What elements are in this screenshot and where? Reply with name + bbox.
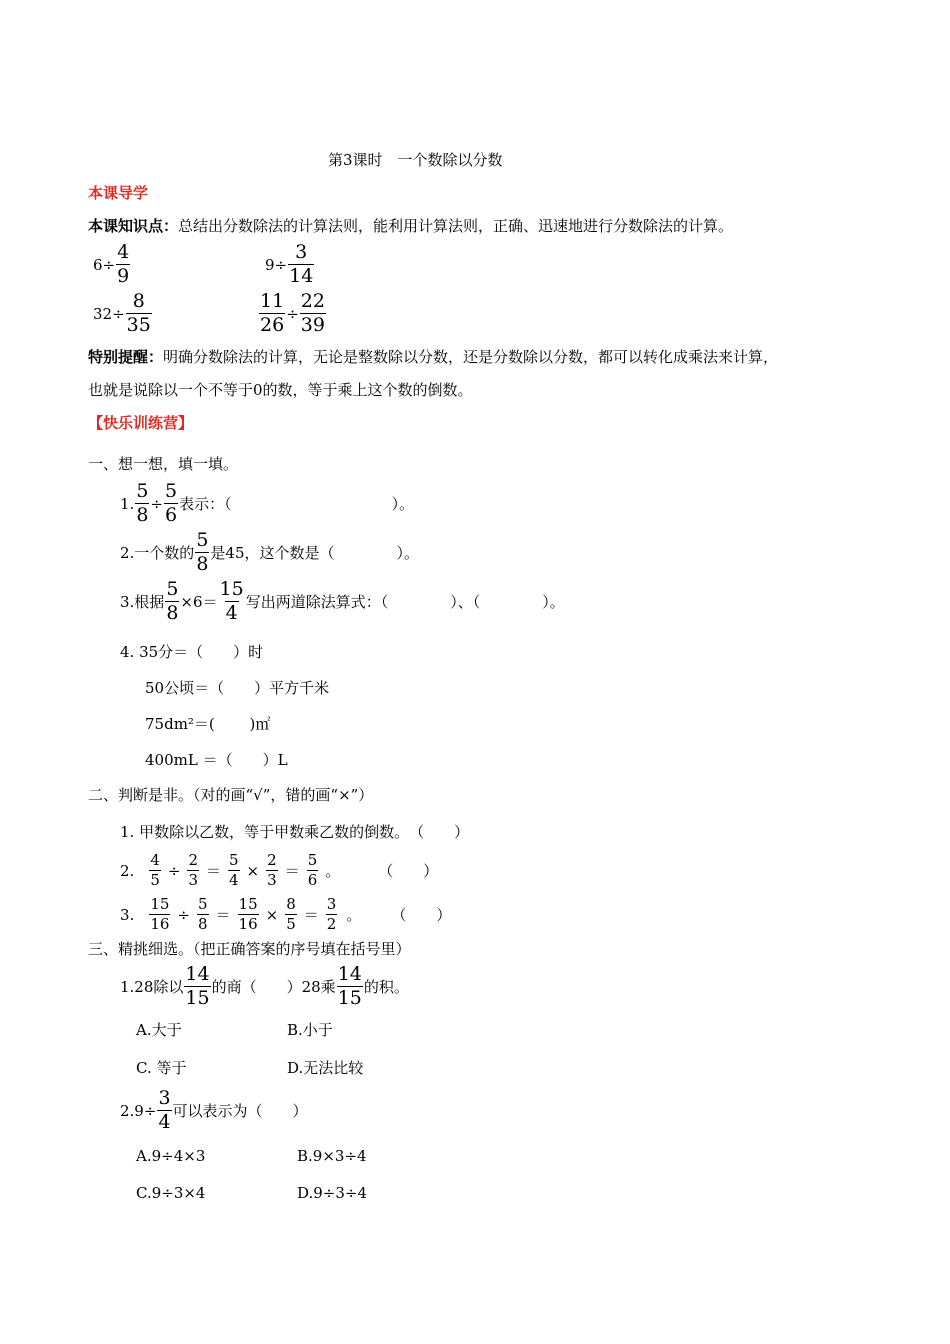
reminder-line-2: 也就是说除以一个不等于0的数，等于乘上这个数的倒数。: [88, 381, 473, 399]
section3-heading: 三、精挑细选。（把正确答案的序号填在括号里）: [88, 940, 411, 958]
s2-q1: 1. 甲数除以乙数，等于甲数乘乙数的倒数。 （ ）: [120, 823, 470, 841]
s1-q3: 3.根据 $\frac{5}{8}$ ×6＝ $\frac{15}{4}$ 写出两道除法算式：（ ）、（ ）。: [120, 578, 565, 624]
fraction: $\frac{3}{4}$: [158, 1087, 171, 1133]
fraction: $\frac{3}{14}$: [289, 241, 314, 287]
s1-q1: 1. $\frac{5}{8}$ ÷ $\frac{5}{6}$ 表示：（ ）。: [120, 480, 415, 526]
s3-q1: 1.28除以 $\frac{14}{15}$ 的商（ ）28乘 $\frac{14}{15}$ 的积。: [120, 963, 409, 1009]
fraction: $\frac{15}{4}$: [219, 578, 244, 624]
s3-q2: 2.9÷ $\frac{3}{4}$ 可以表示为（ ）: [120, 1087, 308, 1133]
section1-heading: 一、想一想，填一填。: [88, 455, 239, 473]
guide-heading: 本课导学: [88, 184, 149, 202]
s2-q3: 3. $\frac{15}{16}$ ÷ $\frac{5}{8}$ ＝ $\frac{15}{16}$ × $\frac{8}{5}$ ＝ $\frac{3}{2}$ 。 （ ）: [120, 895, 452, 933]
s2-q2: 2. $\frac{4}{5}$ ÷ $\frac{2}{3}$ ＝ $\frac{5}{4}$ × $\frac{2}{3}$ ＝ $\frac{5}{6}$ 。 （ ）: [120, 851, 439, 889]
fraction: $\frac{5}{8}$: [196, 529, 209, 575]
fraction: $\frac{14}{15}$: [337, 963, 362, 1009]
fraction: $\frac{8}{35}$: [126, 290, 151, 336]
fraction: $\frac{22}{39}$: [300, 290, 325, 336]
fraction: $\frac{14}{15}$: [185, 963, 210, 1009]
reminder-label: 特别提醒：: [88, 348, 164, 366]
fraction: $\frac{11}{26}$: [260, 290, 285, 336]
s1-q4-line-2: 50公顷＝（ ）平方千米: [145, 679, 330, 697]
s3-q1-option-d: D.无法比较: [287, 1059, 364, 1077]
reminder-line-1: 特别提醒：明确分数除法的计算，无论是整数除以分数，还是分数除以分数，都可以转化成乘法来计算，: [88, 348, 779, 366]
knowledge-label: 本课知识点：: [88, 217, 179, 235]
fraction: $\frac{5}{8}$: [136, 480, 149, 526]
s3-q2-option-b: B.9×3÷4: [297, 1147, 367, 1165]
s1-q2: 2.一个数的 $\frac{5}{8}$ 是45，这个数是（ ）。: [120, 529, 420, 575]
s1-q4-line-4: 400mL ＝（ ）L: [145, 751, 288, 769]
s3-q1-option-b: B.小于: [287, 1021, 333, 1039]
s1-q4-line-3: 75dm²＝( )㎡: [145, 715, 271, 733]
fraction: $\frac{5}{8}$: [166, 578, 179, 624]
fraction: $\frac{5}{6}$: [307, 851, 318, 889]
fraction: $\frac{4}{9}$: [117, 241, 130, 287]
fraction: $\frac{5}{4}$: [229, 851, 239, 889]
camp-heading: 【快乐训练营】: [88, 414, 194, 432]
fraction: $\frac{5}{6}$: [164, 480, 178, 526]
example-3: 32÷ $\frac{8}{35}$: [93, 290, 151, 336]
fraction: $\frac{3}{2}$: [326, 895, 337, 933]
example-4: $\frac{11}{26}$ ÷ $\frac{22}{39}$: [260, 290, 325, 336]
knowledge-text: 总结出分数除法的计算法则，能利用计算法则，正确、迅速地进行分数除法的计算。: [178, 217, 734, 235]
s3-q2-option-c: C.9÷3×4: [136, 1184, 206, 1202]
fraction: $\frac{4}{5}$: [150, 851, 160, 889]
example-1: 6÷ $\frac{4}{9}$: [93, 241, 130, 287]
s3-q1-option-c: C. 等于: [136, 1059, 187, 1077]
knowledge-line: [88, 219, 733, 234]
fraction: $\frac{5}{8}$: [197, 895, 208, 933]
page-title: 第3课时 一个数除以分数: [328, 151, 503, 169]
s3-q2-option-d: D.9÷3÷4: [297, 1184, 368, 1202]
fraction: $\frac{2}{3}$: [267, 851, 277, 889]
example-2: 9÷ $\frac{3}{14}$: [265, 241, 314, 287]
fraction: $\frac{2}{3}$: [188, 851, 198, 889]
section2-heading: 二、判断是非。（对的画“√”，错的画“×”）: [88, 786, 374, 804]
s1-q4-line-1: 4. 35分＝（ ）时: [120, 643, 264, 661]
fraction: $\frac{15}{16}$: [150, 895, 170, 933]
s3-q2-option-a: A.9÷4×3: [136, 1147, 206, 1165]
fraction: $\frac{15}{16}$: [238, 895, 258, 933]
s3-q1-option-a: A.大于: [136, 1021, 182, 1039]
fraction: $\frac{8}{5}$: [286, 895, 296, 933]
